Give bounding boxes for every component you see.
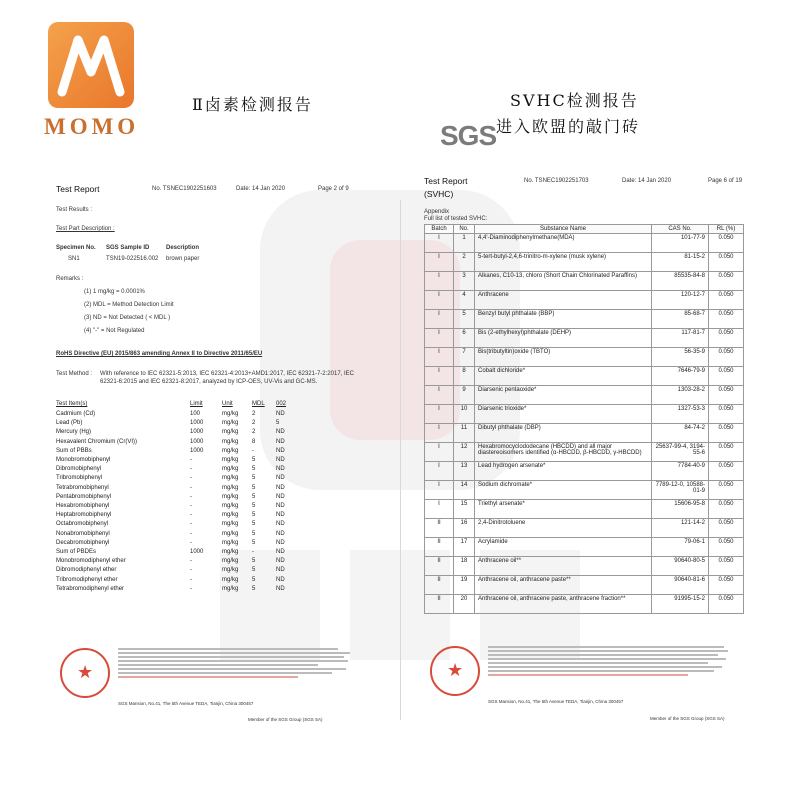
col-cas: CAS No. [652,225,709,234]
table-cell: mg/kg [222,420,239,427]
table-cell: I [425,386,454,405]
table-cell: ND [276,576,285,583]
specimen-desc: brown paper [166,256,200,262]
table-cell: Anthracene [475,291,652,310]
left-report-date: Date: 14 Jan 2020 [236,186,286,192]
table-cell: 1327-53-3 [652,405,709,424]
table-cell: 15606-95-8 [652,500,709,519]
table-row [56,411,316,420]
table-row [56,420,316,429]
table-cell: I [425,234,454,253]
table-cell: Bis (2-ethylhexyl)phthalate (DEHP) [475,329,652,348]
test-method-line: 62321-6:2015 and IEC 62321-8:2017, analyzed by ICP-OES, UV-Vis and GC-MS. [100,379,318,385]
table-cell: 121-14-2 [652,519,709,538]
table-row [425,481,744,500]
table-row [425,310,744,329]
table-cell: - [190,539,192,546]
table-cell: ND [276,438,285,445]
cma-stamp-icon: ★ [430,646,480,696]
table-cell: 0.050 [709,272,744,291]
table-cell: 5 [252,512,256,519]
table-row [425,519,744,538]
table-cell: 0.050 [709,310,744,329]
remark-item: (4) "-" = Not Regulated [84,328,145,334]
table-cell: 4,4'-Diaminodiphenylmethane(MDA) [475,234,652,253]
table-cell: I [425,367,454,386]
table-cell: 79-06-1 [652,538,709,557]
table-row [56,448,316,457]
specimen-no: SN1 [68,256,80,262]
table-cell: 13 [454,462,475,481]
table-cell: 100 [190,411,201,417]
table-cell: Heptabromobiphenyl [56,512,112,519]
table-cell: 5 [252,484,256,491]
table-cell: ND [276,558,285,565]
table-cell: I [425,253,454,272]
table-cell: 17 [454,538,475,557]
table-cell: Alkanes, C10-13, chloro (Short Chain Chlorinated Paraffins) [475,272,652,291]
remark-item: (2) MDL = Method Detection Limit [84,302,174,308]
table-cell: 0.050 [709,405,744,424]
table-cell: 1000 [190,429,204,436]
table-cell: II [425,595,454,614]
svhc-list-title: Full list of tested SVHC: [424,216,488,222]
table-cell: Unit [222,401,233,407]
table-cell: 0.050 [709,481,744,500]
table-cell: Octabromobiphenyl [56,521,109,528]
table-cell: mg/kg [222,512,239,519]
table-cell: 5 [252,475,256,482]
table-cell: 20 [454,595,475,614]
table-cell: ND [276,447,285,454]
right-footer-address: SGS Mansion, No.41, The 5th Avenue TEDA, Tianjin, China 300457 [488,699,624,704]
table-row [425,424,744,443]
table-cell: 0.050 [709,348,744,367]
left-report-no: No. TSNEC1902251603 [152,186,217,192]
table-cell: 1000 [190,447,204,454]
specimen-id: TSN19-022516.002 [106,256,159,262]
table-cell: I [425,424,454,443]
table-cell: 0.050 [709,576,744,595]
table-cell: mg/kg [222,530,239,537]
table-cell: 2,4-Dinitrotoluene [475,519,652,538]
table-cell: Monobromodiphenyl ether [56,558,126,565]
table-cell: 8 [454,367,475,386]
table-cell: ND [276,512,285,519]
left-report-title: Test Report [56,184,100,194]
table-cell: ND [276,475,285,482]
table-cell: mg/kg [222,475,239,482]
table-cell: Sodium dichromate* [475,481,652,500]
table-cell: ND [276,484,285,491]
table-cell: 7646-79-9 [652,367,709,386]
right-report-no: No. TSNEC1902251703 [524,178,589,184]
table-cell: Benzyl butyl phthalate (BBP) [475,310,652,329]
col-rl: RL (%) [709,225,744,234]
table-cell: 0.050 [709,234,744,253]
table-cell: 2 [252,429,256,436]
col-substance: Substance Name [475,225,652,234]
table-row [425,576,744,595]
table-row [425,595,744,614]
table-cell: 12 [454,443,475,462]
svhc-table [424,224,744,614]
table-cell: 0.050 [709,291,744,310]
table-cell: 81-15-2 [652,253,709,272]
table-cell: ND [276,466,285,473]
table-cell: ND [276,567,285,574]
table-cell: Bis(tributyltin)oxide (TBTO) [475,348,652,367]
table-cell: I [425,329,454,348]
right-report-subtitle: (SVHC) [424,189,454,199]
table-cell: - [252,549,254,555]
table-row [425,557,744,576]
table-cell: 5 [454,310,475,329]
table-cell: 5 [252,576,256,583]
table-cell: MDL [252,401,265,407]
table-cell: 0.050 [709,253,744,272]
table-cell: ND [276,530,285,537]
table-cell: Dibromobiphenyl [56,466,102,473]
table-cell: Mercury (Hg) [56,429,92,436]
table-cell: ND [276,457,285,463]
table-cell: Diarsenic trioxide* [475,405,652,424]
table-cell: - [190,512,192,519]
table-cell: 5 [252,503,256,509]
table-cell: 0.050 [709,557,744,576]
table-cell: Lead (Pb) [56,420,83,427]
momo-logo-icon [48,22,134,108]
table-cell: 1000 [190,438,204,445]
table-cell: 84-74-2 [652,424,709,443]
table-cell: ND [276,539,285,546]
table-cell: mg/kg [222,567,239,574]
right-page-number: Page 6 of 19 [708,178,743,184]
table-cell: Tetrabromobiphenyl [56,484,109,491]
table-cell: 5 [252,530,256,537]
table-cell: - [190,493,192,500]
table-cell: Hexavalent Chromium (Cr(VI)) [56,438,138,445]
table-cell: 5 [252,521,256,528]
table-cell: 91995-15-2 [652,595,709,614]
table-cell: I [425,348,454,367]
table-cell: Diarsenic pentaoxide* [475,386,652,405]
table-cell: 5 [252,539,256,546]
table-cell: Limit [190,401,203,407]
table-cell: ND [276,493,285,500]
table-cell: mg/kg [222,503,239,509]
table-cell: 85535-84-8 [652,272,709,291]
table-cell: 90640-80-5 [652,557,709,576]
table-row [56,457,316,466]
table-row [56,494,316,503]
col-batch: Batch [425,225,454,234]
table-cell: - [190,466,192,473]
table-cell: mg/kg [222,466,239,473]
left-footer-address: SGS Mansion, No.41, The 5th Avenue TEDA, Tianjin, China 300457 [118,701,254,706]
table-cell: mg/kg [222,438,239,445]
table-cell: - [190,521,192,528]
table-cell: mg/kg [222,429,239,436]
table-cell: mg/kg [222,447,239,454]
table-cell: Nonabromobiphenyl [56,530,110,537]
table-cell: I [425,500,454,519]
table-cell: Cadmium (Cd) [56,411,96,417]
table-cell: I [425,272,454,291]
table-row [56,512,316,521]
table-cell: 5 [252,567,256,574]
test-part-description: Test Part Description : [56,226,115,232]
cma-stamp-icon: ★ [60,648,110,698]
table-cell: 2 [252,411,256,417]
table-cell: 2 [454,253,475,272]
table-cell: 7 [454,348,475,367]
col-no: No. [454,225,475,234]
sgs-logo: SGS [440,120,497,151]
table-cell: - [252,447,254,454]
table-row [425,386,744,405]
table-cell: Decabromobiphenyl [56,539,110,546]
table-row [56,429,316,438]
table-cell: mg/kg [222,484,239,491]
right-report-date: Date: 14 Jan 2020 [622,178,672,184]
table-row [56,540,316,549]
table-cell: 85-68-7 [652,310,709,329]
table-cell: Lead hydrogen arsenate* [475,462,652,481]
table-row [56,531,316,540]
table-cell: mg/kg [222,585,239,592]
table-row [56,549,316,558]
table-cell: II [425,538,454,557]
table-cell: I [425,443,454,462]
table-cell: II [425,576,454,595]
table-cell: - [190,576,192,583]
table-cell: 120-12-7 [652,291,709,310]
table-cell: 9 [454,386,475,405]
table-row [425,291,744,310]
table-row [56,521,316,530]
table-cell: Pentabromobiphenyl [56,493,112,500]
table-row [56,466,316,475]
rohs-directive: RoHS Directive (EU) 2015/863 amending Annex II to Directive 2011/65/EU [56,351,263,357]
table-cell: 2 [252,420,256,427]
test-method-label: Test Method : [56,371,93,377]
table-cell: Cobalt dichloride* [475,367,652,386]
table-cell: 5 [252,457,256,463]
table-row [425,405,744,424]
table-row [425,462,744,481]
table-cell: Sum of PBBs [56,447,92,454]
table-row [56,485,316,494]
table-cell: 56-35-9 [652,348,709,367]
table-row [425,234,744,253]
table-cell: Sum of PBDEs [56,549,97,555]
table-cell: Hexabromobiphenyl [56,503,110,509]
table-cell: Hexabromocyclododecane (HBCDD) and all major diastereoisomers identified (α-HBCDD, β-HBCDD, γ-HBCDD) [475,443,652,462]
table-cell: 7789-12-0, 10588-01-9 [652,481,709,500]
remarks-label: Remarks : [56,276,84,282]
table-cell: 101-77-9 [652,234,709,253]
table-cell: 0.050 [709,443,744,462]
table-row [56,586,316,595]
table-cell: 5 [276,420,280,427]
table-cell: 15 [454,500,475,519]
left-footer-disclaimer [118,646,358,680]
table-cell: - [190,503,192,509]
table-cell: mg/kg [222,558,239,565]
table-cell: 002 [276,401,287,407]
left-page-number: Page 2 of 9 [318,186,349,192]
table-cell: II [425,557,454,576]
table-header-row [56,401,316,410]
table-cell: 117-81-7 [652,329,709,348]
table-cell: ND [276,429,285,436]
table-cell: 19 [454,576,475,595]
table-cell: - [190,530,192,537]
table-cell: 0.050 [709,462,744,481]
table-cell: - [190,585,192,592]
test-method-line: With reference to IEC 62321-5:2013, IEC 62321-4:2013+AMD1:2017, IEC 62321-7-2:2017, IEC [100,371,354,377]
table-row [425,538,744,557]
table-cell: Tribromodiphenyl ether [56,576,118,583]
table-row [56,558,316,567]
table-cell: - [190,567,192,574]
remark-item: (3) ND = Not Detected ( < MDL ) [84,315,171,321]
table-cell: mg/kg [222,457,239,463]
table-cell: 0.050 [709,519,744,538]
table-cell: 7784-40-9 [652,462,709,481]
table-cell: mg/kg [222,539,239,546]
remark-item: (1) 1 mg/kg = 0.0001% [84,289,145,295]
table-row [425,329,744,348]
table-cell: 4 [454,291,475,310]
table-cell: 0.050 [709,595,744,614]
table-row [56,567,316,576]
table-row [425,272,744,291]
table-cell: ND [276,503,285,509]
table-row [56,503,316,512]
table-row [425,253,744,272]
table-cell: 1303-28-2 [652,386,709,405]
table-row [425,348,744,367]
table-cell: 5 [252,466,256,473]
right-heading-2: 进入欧盟的敲门砖 [496,117,641,136]
table-row [425,500,744,519]
table-cell: ND [276,521,285,528]
logo-text: MOMO [44,114,140,139]
table-cell: - [190,475,192,482]
specimen-header-no: Specimen No. [56,245,96,251]
table-cell: 3 [454,272,475,291]
table-cell: 0.050 [709,538,744,557]
table-cell: 0.050 [709,424,744,443]
table-cell: I [425,405,454,424]
page-divider [400,200,401,720]
right-heading-1: SVHC检测报告 [510,91,639,110]
test-results-label: Test Results : [56,207,93,213]
table-cell: mg/kg [222,411,239,417]
table-cell: 0.050 [709,367,744,386]
table-cell: 6 [454,329,475,348]
table-cell: 5 [252,493,256,500]
table-cell: 16 [454,519,475,538]
table-cell: ND [276,411,285,417]
table-cell: 90640-81-6 [652,576,709,595]
left-heading: Ⅱ卤素检测报告 [192,95,313,114]
table-cell: 5 [252,585,256,592]
table-cell: Tribromobiphenyl [56,475,103,482]
table-cell: 18 [454,557,475,576]
table-cell: 0.050 [709,500,744,519]
right-footer-disclaimer [488,644,738,678]
table-cell: 0.050 [709,386,744,405]
table-cell: Dibromodiphenyl ether [56,567,117,574]
appendix-label: Appendix [424,209,450,215]
table-cell: - [190,457,192,463]
table-row [56,475,316,484]
table-cell: Anthracene oil, anthracene paste** [475,576,652,595]
table-cell: I [425,310,454,329]
table-cell: 1000 [190,420,204,427]
table-cell: 25637-99-4, 3194-55-6 [652,443,709,462]
specimen-header-id: SGS Sample ID [106,245,150,251]
table-row [425,367,744,386]
table-cell: Test Item(s) [56,401,88,407]
table-cell: Acrylamide [475,538,652,557]
table-cell: 10 [454,405,475,424]
table-cell: ND [276,585,285,592]
table-cell: mg/kg [222,493,239,500]
right-report-title: Test Report [424,176,468,186]
right-footer-member: Member of the SGS Group (SGS SA) [650,716,725,721]
table-cell: 1 [454,234,475,253]
table-row [56,577,316,586]
table-cell: ND [276,549,285,555]
table-cell: mg/kg [222,576,239,583]
table-cell: 14 [454,481,475,500]
table-cell: 0.050 [709,329,744,348]
table-cell: 5 [252,558,256,565]
table-cell: I [425,462,454,481]
table-cell: 8 [252,438,256,445]
table-cell: 1000 [190,549,204,555]
table-cell: Triethyl arsenate* [475,500,652,519]
table-cell: - [190,484,192,491]
table-row [425,443,744,462]
table-cell: Anthracene oil, anthracene paste, anthracene fraction** [475,595,652,614]
table-cell: 5-tert-butyl-2,4,6-trinitro-m-xylene (musk xylene) [475,253,652,272]
table-cell: mg/kg [222,549,239,555]
table-cell: Monobromobiphenyl [56,457,111,463]
table-cell: Anthracene oil** [475,557,652,576]
table-cell: Dibutyl phthalate (DBP) [475,424,652,443]
left-footer-member: Member of the SGS Group (SGS SA) [248,717,323,722]
table-cell: Tetrabromodiphenyl ether [56,585,125,592]
table-cell: mg/kg [222,521,239,528]
table-cell: II [425,519,454,538]
table-cell: I [425,481,454,500]
table-row [56,439,316,448]
table-cell: - [190,558,192,565]
table-cell: I [425,291,454,310]
table-cell: 11 [454,424,475,443]
specimen-header-desc: Description [166,245,200,251]
